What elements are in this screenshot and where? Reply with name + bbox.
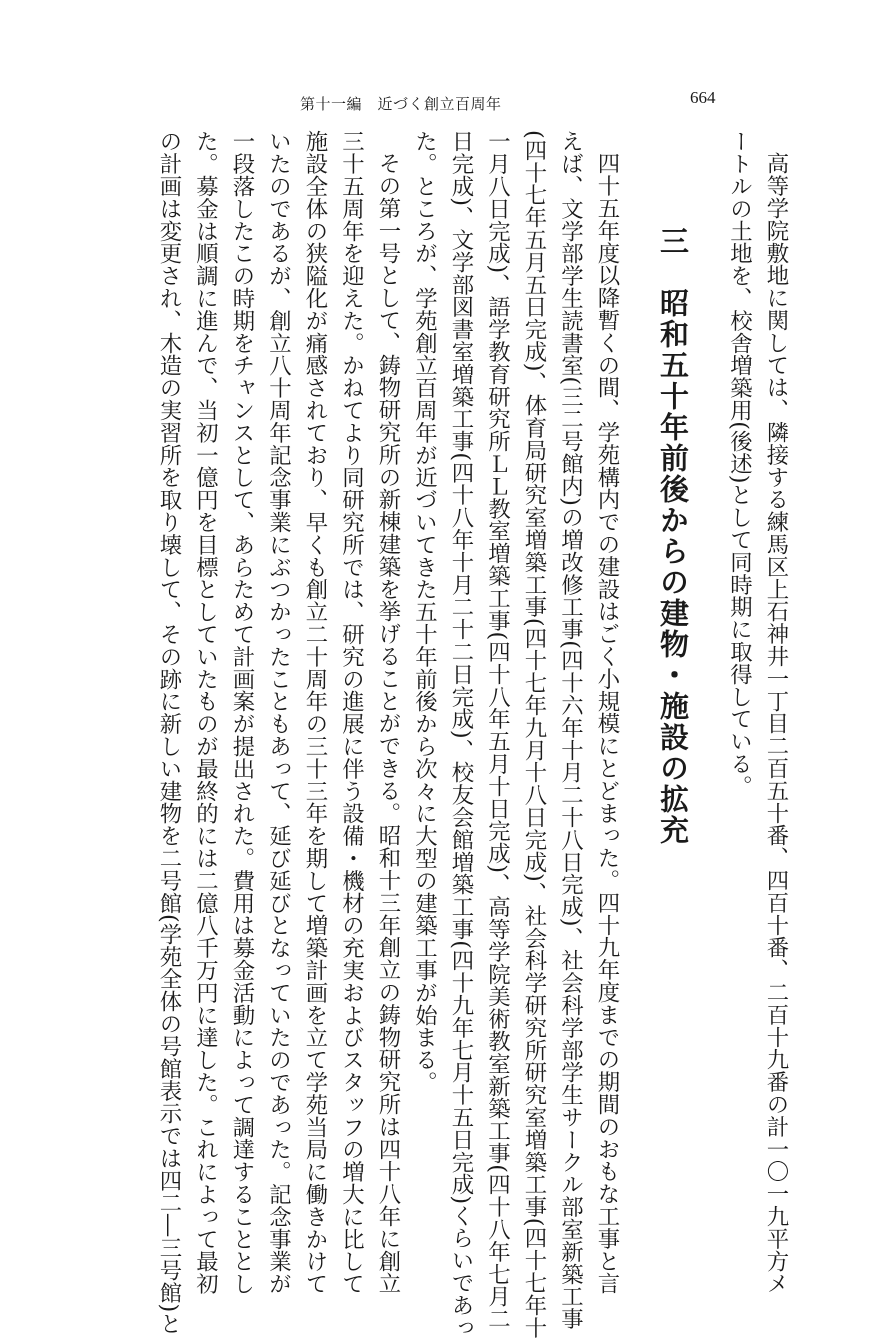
text-column: 一月八日完成)、語学教育研究所ＬＬ教室増築工事(四十八年五月十日完成)、高等学院美術教室新築工事(四十八年七月二 bbox=[484, 130, 511, 1330]
text-column: 日完成)、文学部図書室増築工事(四十八年十月二十二日完成)、校友会館増築工事(四十九年七月十五日完成)くらいであっ bbox=[448, 130, 474, 1338]
text-column: えば、文学部学生読書室(三二号館内)の増改修工事(四十六年十月二十八日完成)、社会科学部学生サークル部室新築工事 bbox=[557, 130, 584, 1330]
text-column: 四十五年度以降暫くの間、学苑構内での建設はごく小規模にとどまった。四十九年度までの期間のおもな工事と言 bbox=[594, 152, 620, 1295]
section-heading: 三 昭和五十年前後からの建物・施設の拡充 bbox=[656, 226, 690, 846]
text-column: た。募金は順調に進んで、当初一億円を目標としていたものが最終的には二億八千万円に達した。これによって最初 bbox=[192, 130, 219, 1295]
text-column: 一段落したこの時期をチャンスとして、あらためて計画案が提出された。費用は募金活動によって調達することとし bbox=[229, 130, 255, 1295]
text-column: (四十七年五月五日完成)、体育局研究室増築工事(四十七年九月十八日完成)、社会科学研究所研究室増築工事(四十七年十 bbox=[521, 130, 547, 1338]
page-number: 664 bbox=[690, 88, 716, 107]
text-column: その第一号として、鋳物研究所の新棟建築を挙げることができる。昭和十三年創立の鋳物研究所は四十八年に創立 bbox=[375, 152, 401, 1295]
text-column: ートルの土地を、校舎増築用(後述)として同時期に取得している。 bbox=[726, 130, 753, 798]
text-column: 高等学院敷地に関しては、隣接する練馬区上石神井一丁目二百五十番、四百十番、二百十九番の計一〇一九平方メ bbox=[763, 152, 789, 1295]
text-column: いたのであるが、創立八十周年記念事業にぶつかったこともあって、延び延びとなっていたのであった。記念事業が bbox=[265, 130, 292, 1295]
vertical-text-body bbox=[54, 130, 794, 1338]
text-column: 三十五周年を迎えた。かねてより同研究所では、研究の進展に伴う設備・機材の充実およびスタッフの増大に比して bbox=[338, 130, 365, 1295]
running-head: 第十一編 近づく創立百周年 bbox=[300, 95, 502, 113]
text-column: の計画は変更され、木造の実習所を取り壊して、その跡に新しい建物を二号館(学苑全体の号館表示では四二―三号館)と bbox=[156, 130, 182, 1335]
text-column: 施設全体の狭隘化が痛感されており、早くも創立二十周年の三十三年を期して増築計画を立て学苑当局に働きかけて bbox=[302, 130, 328, 1295]
text-column: た。ところが、学苑創立百周年が近づいてきた五十年前後から次々に大型の建築工事が始まる。 bbox=[411, 130, 438, 1094]
